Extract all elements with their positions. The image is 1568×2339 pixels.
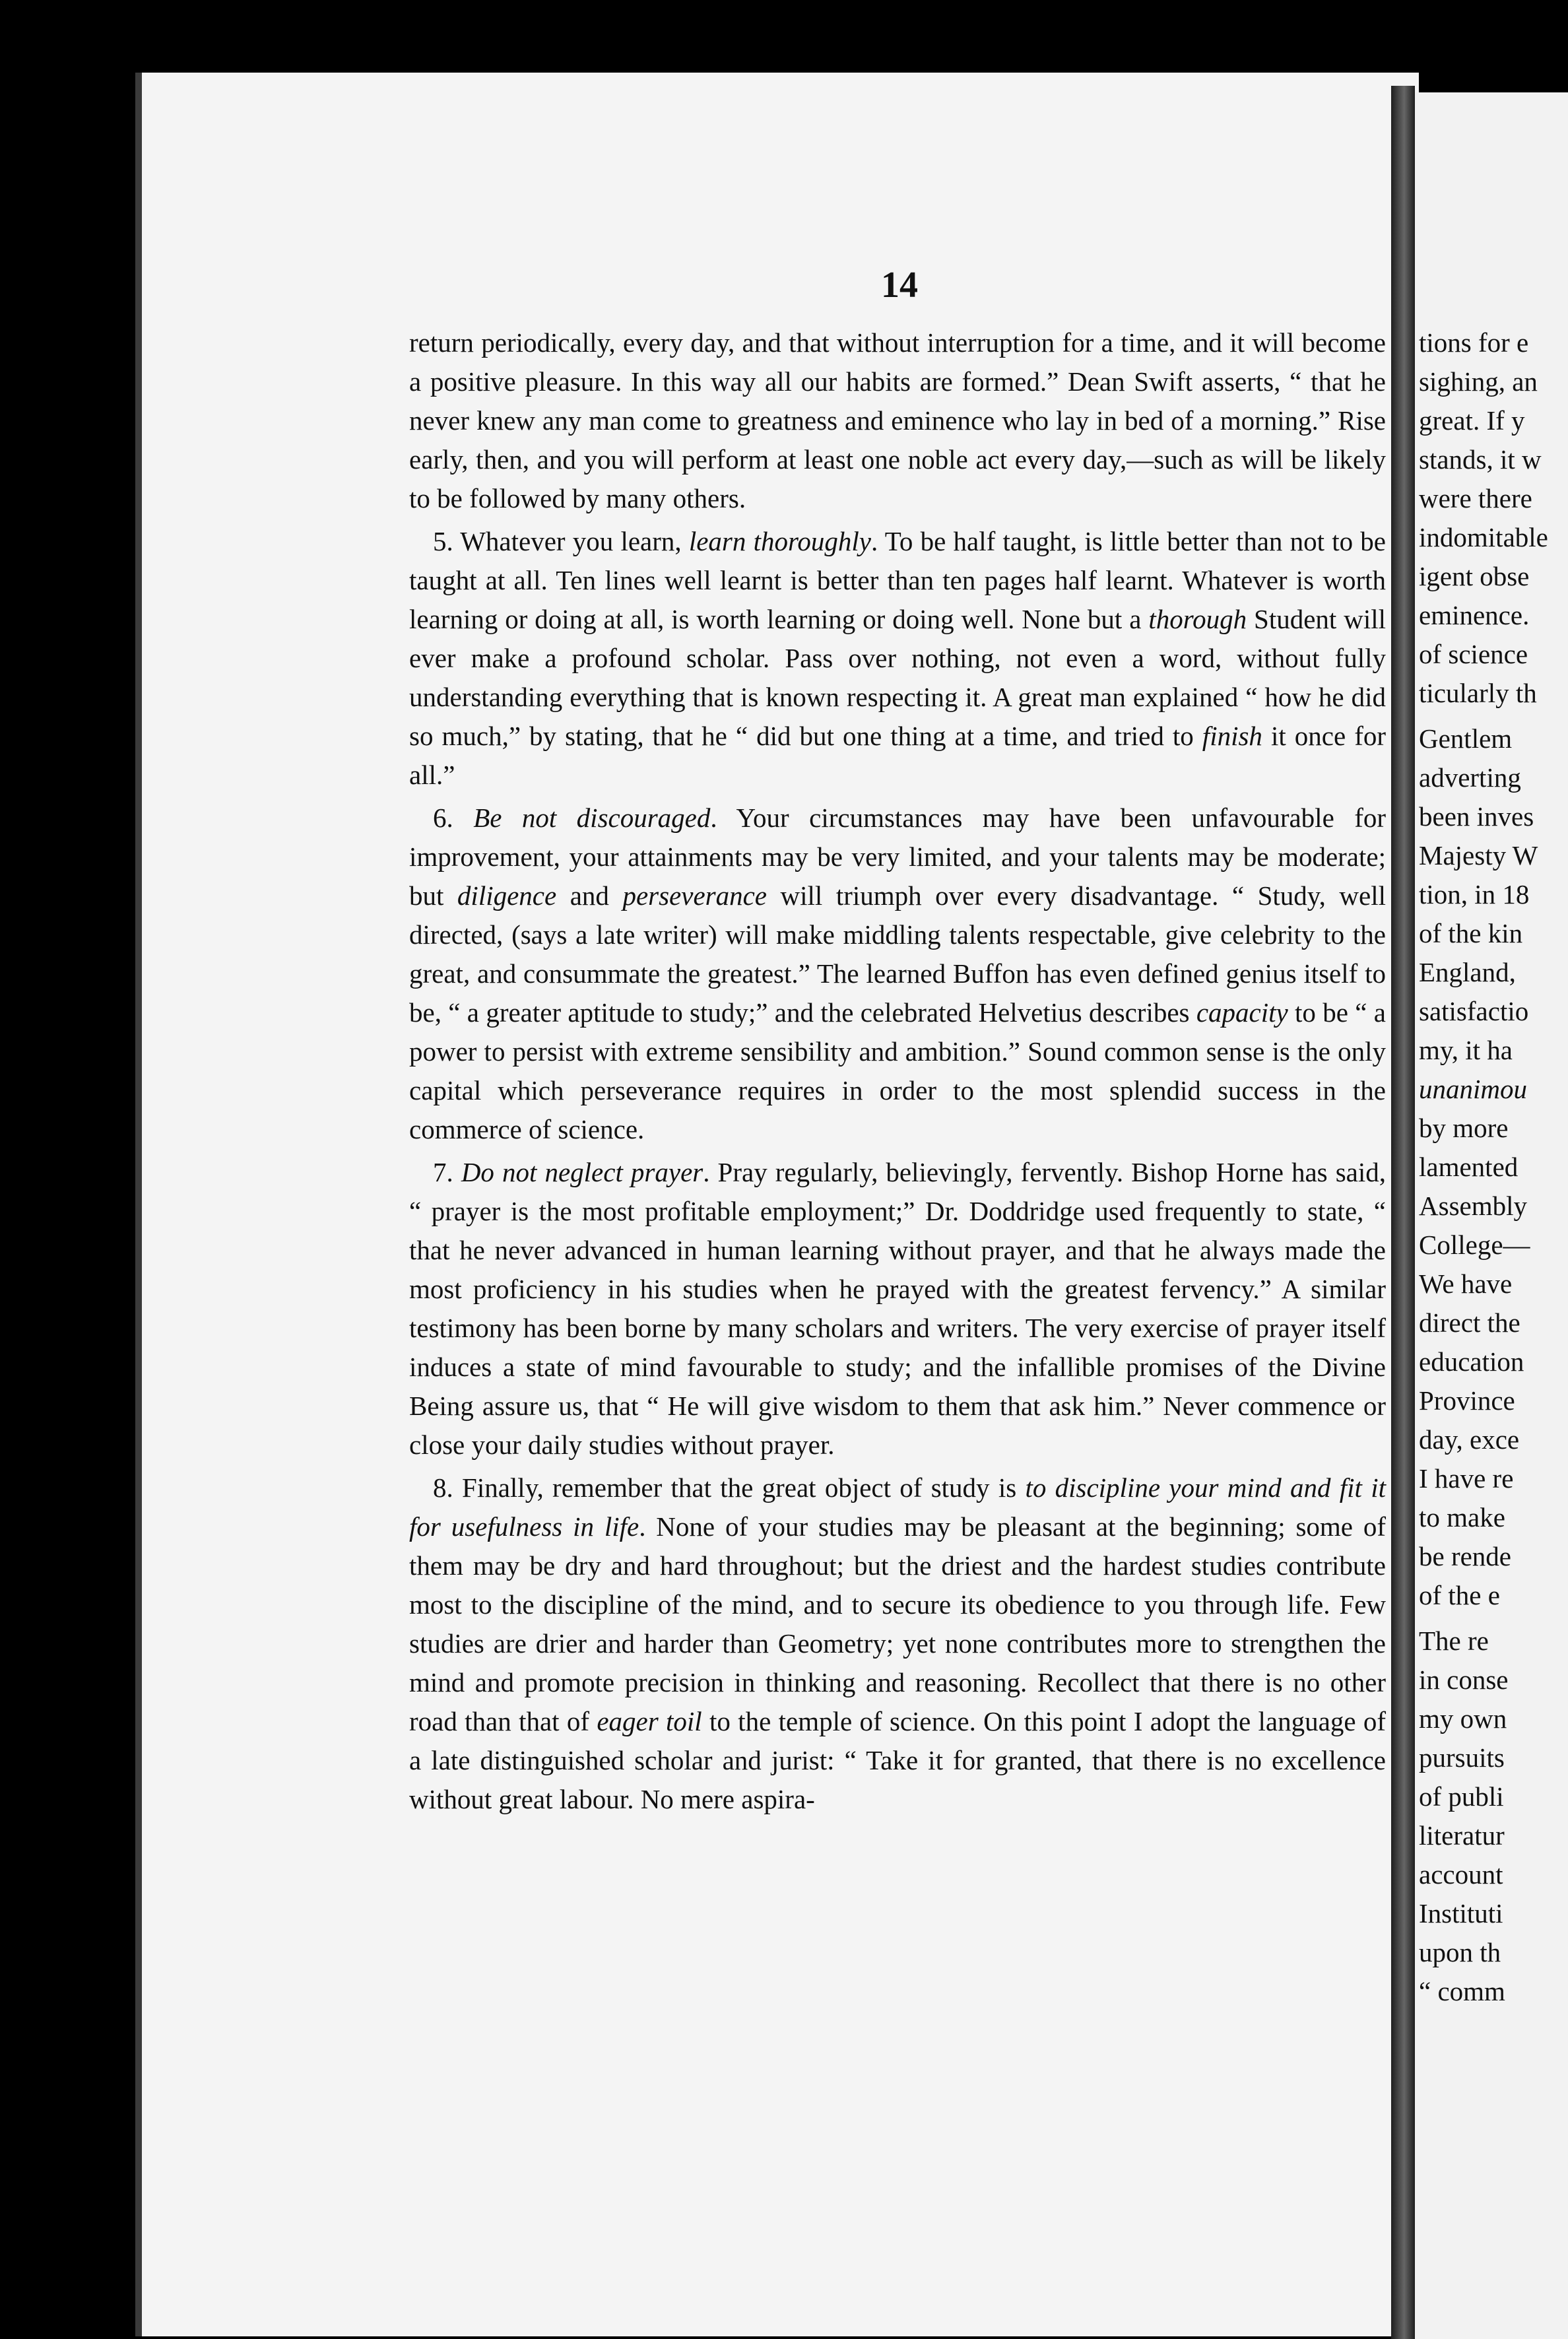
facing-page-line: ticularly th [1419, 678, 1537, 708]
facing-page-line: been inves [1419, 801, 1534, 832]
facing-page-line: Gentlem [1419, 723, 1513, 754]
page-body-text [409, 323, 1386, 1823]
text-run: . Your circumstances may have been unfavourable for improvement, your attainments may be very limited, and your talents may be moderate; but [409, 803, 1387, 911]
facing-page-line: my own [1419, 1703, 1507, 1734]
book-spine [1391, 86, 1415, 2339]
facing-page-line: great. If y [1419, 405, 1525, 436]
facing-page-line: by more [1419, 1113, 1509, 1143]
facing-page-line: lamented [1419, 1152, 1519, 1182]
facing-page-line: literatur [1419, 1820, 1505, 1851]
text-run: . Pray regularly, believingly, fervently. Bishop Horne has said, “ prayer is the most profitable employment;” Dr. Doddridge used frequently to state, “ that he never advanced in human learning without prayer, and that he always made the most proficiency in his studies when he prayed with the greatest fervency.” A similar testimony has been borne by many scholars and writers. The very exercise of prayer itself induces a state of mind favourable to study; and the infallible promises of the Divine Being assure us, that “ He will give wisdom to them that ask him.” Never commence or close your daily studies without prayer. [409, 1157, 1387, 1460]
text-run: 6. [433, 803, 474, 833]
text-run: will triumph over every disadvantage. “ Study, well directed, (says a late writer) will make middling talents respectable, give celebrity to the great, and consummate the greatest.” The learned Buffon has even defined genius itself to be, “ a greater aptitude to study;” and the celebrated Helvetius describes [409, 880, 1386, 1028]
facing-page-line: unanimou [1419, 1074, 1527, 1104]
facing-page-line: direct the [1419, 1307, 1520, 1338]
facing-page-line: were there [1419, 483, 1532, 513]
facing-page-line: tions for e [1419, 327, 1529, 358]
facing-page-line: pursuits [1419, 1742, 1505, 1773]
text-run: . To be half taught, is little better than not to be taught at all. Ten lines well learnt is better than ten pages half learnt. Whatever is worth learning or doing at all, is worth learning or doing well. None but a [409, 526, 1386, 634]
italic-text: perseverance [622, 880, 767, 911]
facing-page-line: sighing, an [1419, 366, 1538, 397]
paragraph-p-cont [409, 323, 1386, 518]
italic-text: capacity [1196, 997, 1288, 1028]
facing-page-line: I have re [1419, 1463, 1514, 1494]
italic-text: to discipline your mind and fit it for usefulness in life [409, 1472, 1386, 1542]
text-run: . None of your studies may be pleasant at the beginning; some of them may be dry and hard throughout; but the driest and the hardest studies contribute most to the discipline of the mind, and to secure its obedience to you through life. Few studies are drier and harder than Geometry; yet none contributes more to strengthen the mind and promote precision in thinking and reasoning. Recollect that there is no other road than that of [409, 1511, 1386, 1736]
text-run: and [556, 880, 623, 911]
facing-page-line: We have [1419, 1268, 1513, 1299]
text-run: 5. Whatever you learn, [433, 526, 689, 556]
italic-text: Be not discouraged [473, 803, 711, 833]
facing-page-line: satisfactio [1419, 996, 1529, 1026]
facing-page-line: of the e [1419, 1580, 1500, 1610]
paragraph-gap [1419, 713, 1568, 719]
page-number: 14 [881, 265, 918, 306]
facing-page-line: to make [1419, 1502, 1505, 1532]
facing-page-line: College— [1419, 1230, 1530, 1260]
facing-page-line: of science [1419, 639, 1528, 669]
text-run: 7. [433, 1157, 461, 1187]
facing-page-line: in conse [1419, 1664, 1509, 1695]
facing-page-line: indomitable [1419, 522, 1548, 552]
text-run: to be “ a power to persist with extreme sensibility and ambition.” Sound common sense is the only capital which perseverance requires in order to the most splendid success in the commerce of science. [409, 997, 1386, 1144]
italic-text: eager toil [597, 1706, 702, 1736]
facing-page-line: England, [1419, 957, 1516, 987]
text-run: to the temple of science. On this point I adopt the language of a late distinguished scholar and jurist: “ Take it for granted, that there is no excellence without great labour. No mere aspira- [409, 1706, 1386, 1814]
facing-page-line: “ comm [1419, 1976, 1505, 2006]
text-run: return periodically, every day, and that without interruption for a time, and it will become a positive pleasure. In this way all our habits are formed.” Dean Swift asserts, “ that he never knew any man come to greatness and eminence who lay in bed of a morning.” Rise early, then, and you will perform at least one noble act every day,—such as will be likely to be followed by many others. [409, 327, 1386, 513]
facing-page-line: Assembly [1419, 1191, 1527, 1221]
facing-page-text-fragment [1419, 323, 1568, 2011]
facing-page-line: Majesty W [1419, 840, 1538, 871]
text-run: 8. Finally, remember that the great object of study is [433, 1472, 1026, 1503]
facing-page-line: tion, in 18 [1419, 879, 1530, 909]
text-run: Student will ever make a profound scholar. Pass over nothing, not even a word, without fully understanding everything that is known respecting it. A great man explained “ how he did so much,” by stating, that he “ did but one thing at a time, and tried to [409, 604, 1386, 751]
facing-page-line: stands, it w [1419, 444, 1542, 475]
italic-text: finish [1202, 721, 1262, 751]
facing-page-line: Instituti [1419, 1898, 1503, 1928]
facing-page-line: eminence. [1419, 600, 1530, 630]
italic-text: learn thoroughly [688, 526, 872, 556]
facing-page-line: be rende [1419, 1541, 1511, 1571]
italic-text: diligence [457, 880, 557, 911]
facing-page-line: of the kin [1419, 918, 1523, 948]
facing-page-line: day, exce [1419, 1424, 1520, 1455]
italic-text: Do not neglect prayer [461, 1157, 703, 1187]
paragraph-p5 [409, 522, 1386, 795]
facing-page-line: upon th [1419, 1937, 1501, 1967]
facing-page-line: education [1419, 1346, 1524, 1377]
text-run: it once for all.” [409, 721, 1387, 790]
facing-page-line: account [1419, 1859, 1503, 1890]
paragraph-p6 [409, 799, 1386, 1149]
facing-page-line: The re [1419, 1626, 1489, 1656]
facing-page-line: of publi [1419, 1781, 1504, 1812]
facing-page-line: igent obse [1419, 561, 1530, 591]
paragraph-p7 [409, 1153, 1386, 1465]
facing-page-line: Province [1419, 1385, 1515, 1416]
facing-page-line: adverting [1419, 762, 1521, 793]
paragraph-p8 [409, 1468, 1386, 1819]
paragraph-gap [1419, 1615, 1568, 1622]
italic-text: thorough [1148, 604, 1247, 634]
facing-page-line: my, it ha [1419, 1035, 1513, 1065]
